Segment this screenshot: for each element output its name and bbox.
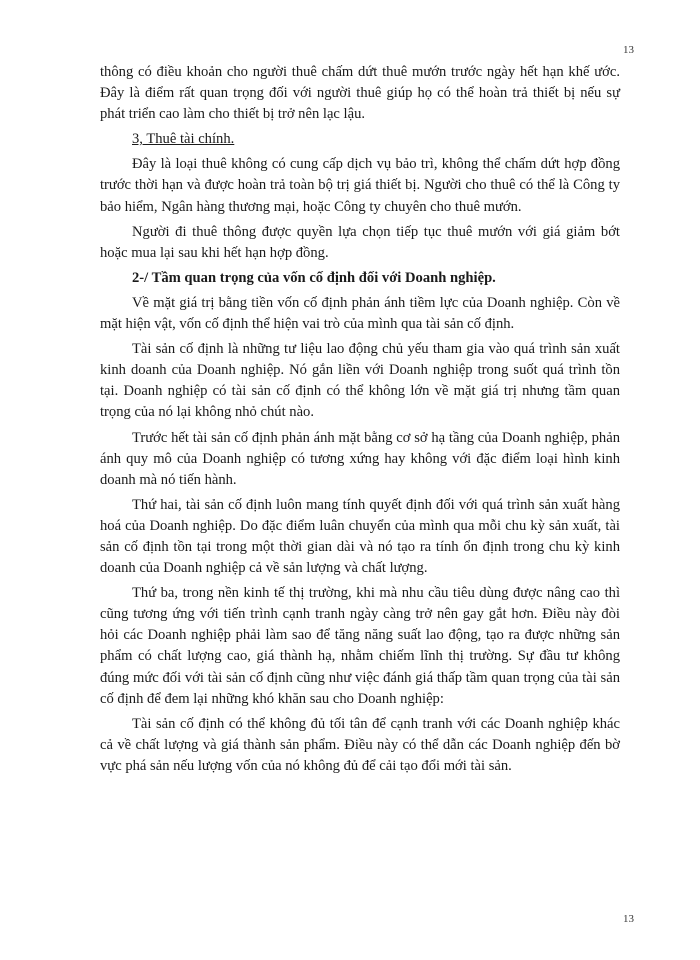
paragraph-financial-lease-definition: Đây là loại thuê không có cung cấp dịch vụ bảo trì, không thể chấm dứt hợp đồng trước thời hạn và được hoàn trả toàn bộ trị giá thiết bị. Người cho thuê có thể là Công ty bảo hiểm, Ngân hàng thương mại, hoặc Công ty chuyên cho thuê mướn. — [100, 156, 620, 215]
paragraph-first-point: Trước hết tài sản cố định phản ánh mặt bằng cơ sở hạ tầng của Doanh nghiệp, phản ánh quy mô của Doanh nghiệp có tương xứng hay không với đặc điểm loại hình kinh doanh mà nó tiến hành. — [100, 429, 620, 488]
page-number-top: 13 — [623, 44, 634, 56]
section-heading-importance: 2-/ Tầm quan trọng của vốn cố định đối với Doanh nghiệp. — [132, 269, 496, 286]
paragraph-third-point: Thứ ba, trong nền kinh tế thị trường, khi mà nhu cầu tiêu dùng được nâng cao thì cũng tương ứng với tiến trình cạnh tranh ngày càng trở nên gay gắt hơn. Điều này đòi hỏi các Doanh nghiệp phải làm sao để tăng năng suất lao động, tạo ra được những sản phẩm có chất lượng cao, giá thành hạ, nhằm chiếm lĩnh thị trường. Sự đầu tư không đúng mức đối với tài sản cố định cũng như việc đánh giá thấp tầm quan trọng của tài sản cố định để đem lại những khó khăn sau cho Doanh nghiệp: — [100, 585, 620, 707]
subheading-financial-lease — [100, 129, 620, 150]
page-number-bottom: 13 — [623, 913, 634, 925]
paragraph-second-point: Thứ hai, tài sản cố định luôn mang tính quyết định đối với quá trình sản xuất hàng hoá của Doanh nghiệp. Do đặc điểm luân chuyển của mình qua mỗi chu kỳ sản xuất, tài sản cố định tồn tại trong một thời gian dài và nó tạo ra tính ổn định trong chu kỳ kinh doanh của Doanh nghiệp cả về sản lượng và chất lượng. — [100, 496, 620, 577]
document-body — [100, 62, 620, 781]
subheading-financial-lease-text: 3, Thuê tài chính. — [132, 131, 235, 148]
paragraph-value-perspective: Về mặt giá trị bằng tiền vốn cố định phản ánh tiềm lực của Doanh nghiệp. Còn về mặt hiện vật, vốn cố định thể hiện vai trò của mình qua tài sản cố định. — [100, 294, 620, 333]
paragraph-lessee-option: Người đi thuê thông được quyền lựa chọn tiếp tục thuê mướn với giá giảm bớt hoặc mua lại sau khi hết hạn hợp đồng. — [100, 223, 620, 261]
paragraph-consequence: Tài sản cố định có thể không đủ tối tân để cạnh tranh với các Doanh nghiệp khác cả về chất lượng và giá thành sản phẩm. Điều này có thể dẫn các Doanh nghiệp đến bờ vực phá sản nếu lượng vốn của nó không đủ để cải tạo đổi mới tài sản. — [100, 715, 620, 774]
paragraph-lease-termination: thông có điều khoản cho người thuê chấm dứt thuê mướn trước ngày hết hạn khế ước. Đây là điểm rất quan trọng đối với người thuê giúp họ có thể hoàn trả thiết bị nếu sự phát triển cao làm cho thiết bị trở nên lạc lậu. — [100, 64, 620, 123]
paragraph-fixed-assets-role: Tài sản cố định là những tư liệu lao động chủ yếu tham gia vào quá trình sản xuất kinh doanh của Doanh nghiệp. Nó gắn liền với Doanh nghiệp trong suốt quá trình tồn tại. Doanh nghiệp có tài sản cố định có thể không lớn về mặt giá trị nhưng tầm quan trọng của nó lại không nhỏ chút nào. — [100, 341, 620, 421]
